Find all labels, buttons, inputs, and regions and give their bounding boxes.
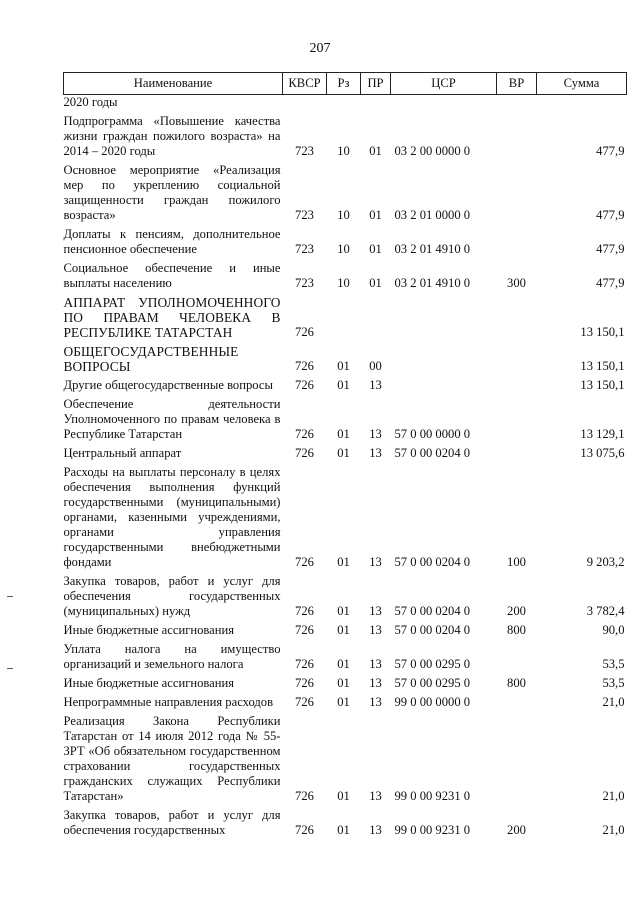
cell-csr: 57 0 00 0204 0 (394, 604, 471, 618)
cell-rz: 01 (337, 359, 350, 373)
table-row (64, 710, 627, 804)
cell-sum: 21,0 (602, 695, 625, 709)
table-body (64, 95, 627, 839)
header-sum: Сумма (537, 73, 627, 95)
cell-kvsr: 726 (295, 623, 314, 637)
cell-kvsr: 723 (295, 242, 314, 256)
cell-sum (537, 95, 627, 111)
table-row (64, 110, 627, 159)
table-row (64, 257, 627, 291)
budget-table (63, 72, 627, 838)
cell-vr: 100 (507, 555, 526, 569)
header-pr: ПР (361, 73, 391, 95)
cell-sum: 13 075,6 (580, 446, 625, 460)
cell-rz: 01 (337, 823, 350, 837)
cell-name: АППАРАТ УПОЛНОМОЧЕННОГО ПО ПРАВАМ ЧЕЛОВЕКА В РЕСПУБЛИКЕ ТАТАРСТАН (63, 295, 281, 340)
cell-name: Закупка товаров, работ и услуг для обеспечения государственных (63, 808, 281, 837)
cell-pr (361, 95, 391, 111)
table-row (64, 638, 627, 672)
cell-pr: 13 (369, 789, 382, 803)
cell-csr (391, 95, 497, 111)
cell-csr: 57 0 00 0204 0 (394, 623, 471, 637)
margin-mark (7, 668, 13, 669)
cell-vr (497, 340, 537, 374)
cell-csr: 03 2 01 4910 0 (394, 276, 471, 290)
cell-sum: 53,5 (602, 657, 625, 671)
cell-pr: 13 (369, 623, 382, 637)
table-row (64, 393, 627, 442)
cell-csr: 99 0 00 0000 0 (394, 695, 471, 709)
cell-rz: 01 (337, 378, 350, 392)
header-rz: Рз (327, 73, 361, 95)
table-row (64, 374, 627, 393)
cell-vr: 200 (507, 604, 526, 618)
cell-kvsr: 726 (295, 378, 314, 392)
cell-name: Иные бюджетные ассигнования (63, 676, 235, 690)
cell-name: Реализация Закона Республики Татарстан от 14 июля 2012 года № 55-ЗРТ «Об обязательном государственном страховании государственных гражданских служащих Республики Татарстан» (63, 714, 281, 803)
cell-pr (361, 291, 391, 340)
cell-rz: 01 (337, 789, 350, 803)
cell-kvsr: 726 (295, 604, 314, 618)
cell-rz: 10 (337, 242, 350, 256)
cell-pr: 01 (369, 144, 382, 158)
cell-vr (497, 710, 537, 804)
cell-rz: 10 (337, 276, 350, 290)
cell-kvsr: 723 (295, 276, 314, 290)
cell-pr: 13 (369, 446, 382, 460)
cell-sum: 477,9 (596, 276, 625, 290)
cell-pr: 13 (369, 823, 382, 837)
cell-kvsr: 726 (295, 676, 314, 690)
cell-sum: 477,9 (596, 242, 625, 256)
cell-csr (391, 340, 497, 374)
cell-rz: 01 (337, 676, 350, 690)
cell-csr: 03 2 01 4910 0 (394, 242, 471, 256)
table-header (64, 73, 627, 95)
cell-pr: 13 (369, 657, 382, 671)
cell-vr (497, 442, 537, 461)
cell-vr (497, 691, 537, 710)
table-row (64, 570, 627, 619)
cell-rz: 01 (337, 604, 350, 618)
cell-kvsr: 726 (295, 359, 314, 373)
cell-name: Центральный аппарат (63, 446, 182, 460)
cell-kvsr: 726 (295, 555, 314, 569)
cell-name: Иные бюджетные ассигнования (63, 623, 235, 637)
cell-vr (497, 159, 537, 223)
cell-kvsr: 723 (295, 208, 314, 222)
cell-kvsr: 726 (295, 823, 314, 837)
cell-sum: 53,5 (602, 676, 625, 690)
cell-vr (497, 393, 537, 442)
cell-name: Непрограммные направления расходов (63, 695, 274, 709)
cell-csr: 57 0 00 0295 0 (394, 676, 471, 690)
cell-kvsr: 726 (295, 446, 314, 460)
table-row (64, 804, 627, 838)
cell-rz: 01 (337, 657, 350, 671)
cell-csr: 57 0 00 0204 0 (394, 446, 471, 460)
cell-vr (497, 291, 537, 340)
table-row (64, 159, 627, 223)
cell-pr: 13 (369, 378, 382, 392)
cell-csr: 99 0 00 9231 0 (394, 823, 471, 837)
cell-pr: 00 (369, 359, 382, 373)
cell-sum: 9 203,2 (586, 555, 625, 569)
cell-sum: 13 150,1 (580, 359, 625, 373)
cell-vr: 200 (507, 823, 526, 837)
table-row (64, 691, 627, 710)
cell-rz: 10 (337, 144, 350, 158)
cell-csr (391, 291, 497, 340)
cell-name: Расходы на выплаты персоналу в целях обеспечения выполнения функций государственными (муниципальными) органами, казенными учреждениями, органами управления государственными внебюджетными фондами (63, 465, 281, 569)
cell-sum: 21,0 (602, 789, 625, 803)
cell-name: ОБЩЕГОСУДАРСТВЕННЫЕ ВОПРОСЫ (63, 344, 239, 374)
cell-rz: 10 (337, 208, 350, 222)
cell-name: Основное мероприятие «Реализация мер по укреплению социальной защищенности граждан пожилого возраста» (63, 163, 281, 222)
cell-rz: 01 (337, 623, 350, 637)
cell-name: Закупка товаров, работ и услуг для обеспечения государственных (муниципальных) нужд (63, 574, 281, 618)
cell-vr (497, 95, 537, 111)
cell-pr: 13 (369, 555, 382, 569)
cell-sum: 13 129,1 (580, 427, 625, 441)
cell-sum: 477,9 (596, 208, 625, 222)
cell-sum: 21,0 (602, 823, 625, 837)
cell-kvsr (283, 95, 327, 111)
cell-sum: 13 150,1 (580, 325, 625, 339)
table-row (64, 291, 627, 340)
cell-vr: 300 (507, 276, 526, 290)
cell-name: Другие общегосударственные вопросы (63, 378, 273, 392)
cell-sum: 477,9 (596, 144, 625, 158)
cell-name: Уплата налога на имущество организаций и земельного налога (63, 642, 281, 671)
header-vr: ВР (497, 73, 537, 95)
margin-mark (7, 596, 13, 597)
cell-rz: 01 (337, 446, 350, 460)
cell-rz (327, 95, 361, 111)
cell-rz (327, 291, 361, 340)
cell-kvsr: 726 (295, 427, 314, 441)
cell-kvsr: 723 (295, 144, 314, 158)
cell-name: Доплаты к пенсиям, дополнительное пенсионное обеспечение (63, 227, 281, 256)
cell-pr: 01 (369, 242, 382, 256)
table-row (64, 619, 627, 638)
cell-pr: 13 (369, 427, 382, 441)
cell-pr: 13 (369, 604, 382, 618)
cell-rz: 01 (337, 555, 350, 569)
cell-name: 2020 годы (63, 95, 118, 109)
table-row (64, 340, 627, 374)
cell-name: Подпрограмма «Повышение качества жизни граждан пожилого возраста» на 2014 – 2020 годы (63, 114, 281, 158)
table-row (64, 95, 627, 111)
cell-name: Социальное обеспечение и иные выплаты населению (63, 261, 281, 290)
cell-csr (391, 374, 497, 393)
cell-kvsr: 726 (295, 325, 314, 339)
cell-csr: 57 0 00 0204 0 (394, 555, 471, 569)
table-row (64, 672, 627, 691)
cell-sum: 3 782,4 (586, 604, 625, 618)
cell-rz: 01 (337, 427, 350, 441)
cell-vr (497, 223, 537, 257)
cell-csr: 03 2 01 0000 0 (394, 208, 471, 222)
cell-vr (497, 374, 537, 393)
cell-vr: 800 (507, 623, 526, 637)
cell-vr (497, 110, 537, 159)
header-kvsr: КВСР (283, 73, 327, 95)
page-number: 207 (309, 41, 331, 56)
header-name: Наименование (64, 73, 283, 95)
cell-pr: 01 (369, 208, 382, 222)
cell-vr (497, 638, 537, 672)
cell-pr: 13 (369, 695, 382, 709)
cell-csr: 99 0 00 9231 0 (394, 789, 471, 803)
table-row (64, 442, 627, 461)
cell-csr: 57 0 00 0295 0 (394, 657, 471, 671)
cell-vr: 800 (507, 676, 526, 690)
cell-pr: 01 (369, 276, 382, 290)
cell-kvsr: 726 (295, 657, 314, 671)
cell-kvsr: 726 (295, 695, 314, 709)
cell-name: Обеспечение деятельности Уполномоченного по правам человека в Республике Татарстан (63, 397, 281, 441)
cell-csr: 03 2 00 0000 0 (394, 144, 471, 158)
cell-sum: 90,0 (602, 623, 625, 637)
cell-sum: 13 150,1 (580, 378, 625, 392)
table-row (64, 223, 627, 257)
cell-pr: 13 (369, 676, 382, 690)
cell-csr: 57 0 00 0000 0 (394, 427, 471, 441)
cell-kvsr: 726 (295, 789, 314, 803)
cell-rz: 01 (337, 695, 350, 709)
table-row (64, 461, 627, 570)
header-csr: ЦСР (391, 73, 497, 95)
